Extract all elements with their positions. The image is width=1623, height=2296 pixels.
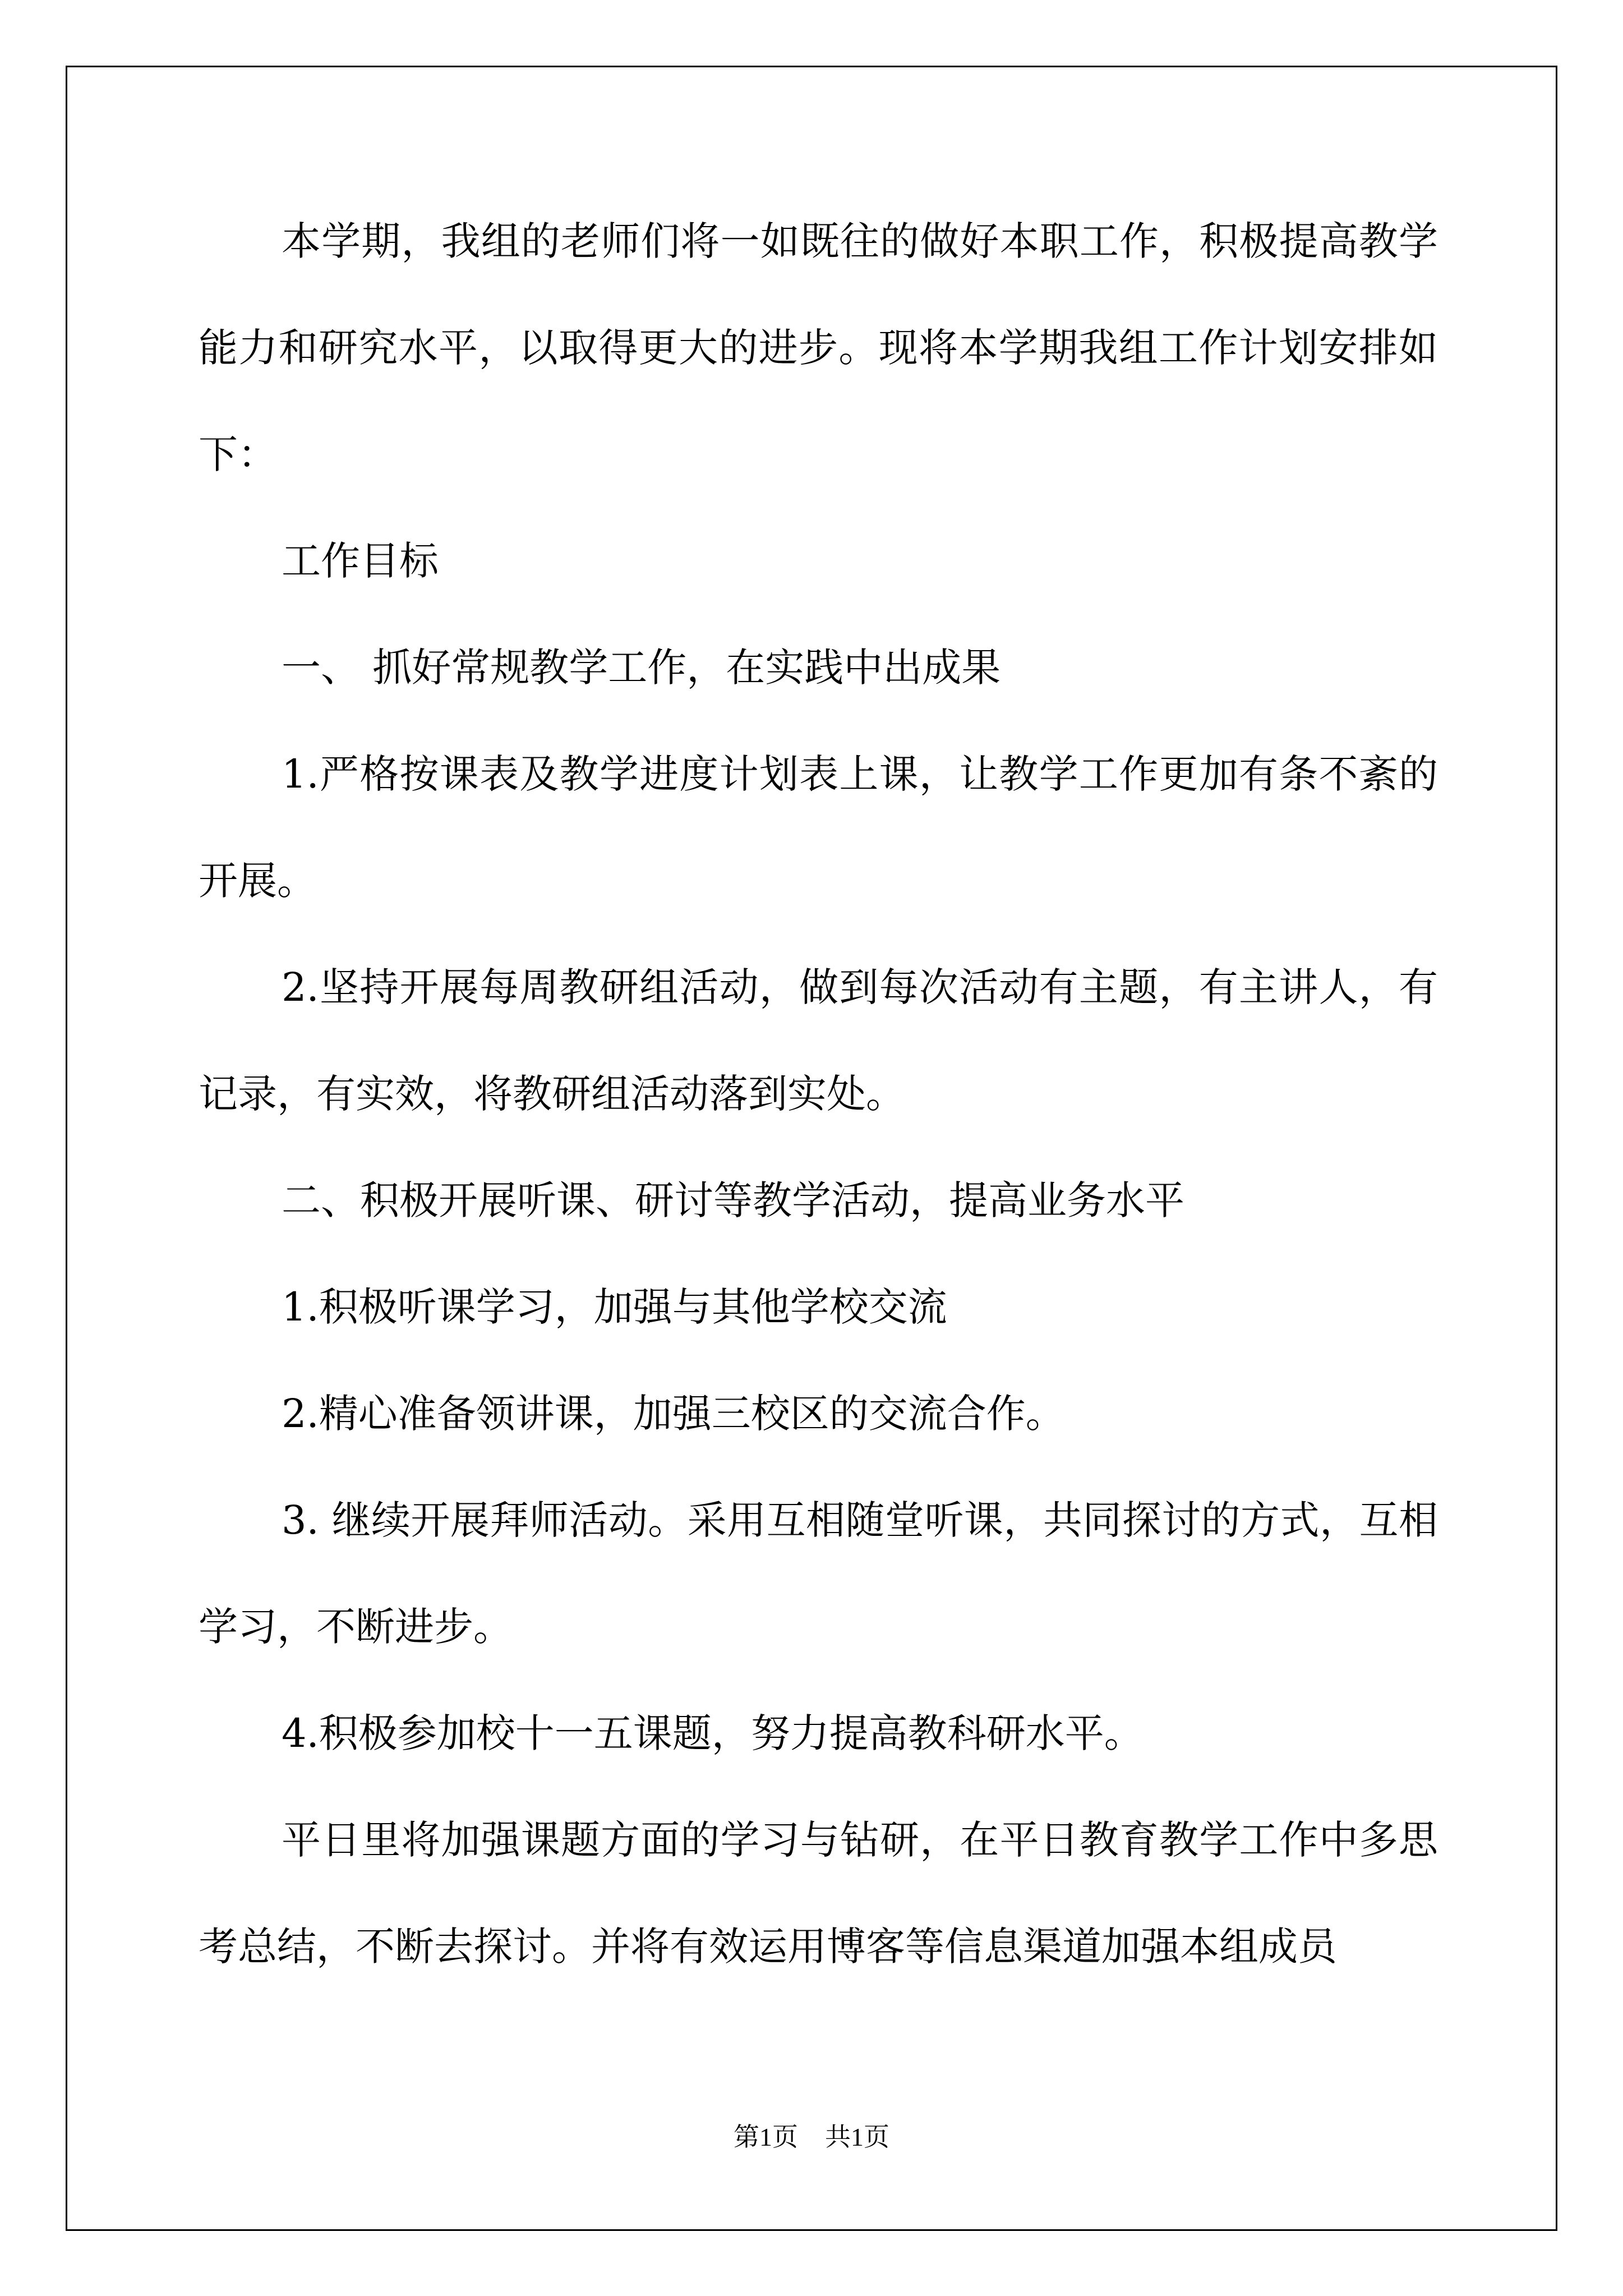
heading-section-two: 二、积极开展听课、研讨等教学活动，提高业务水平: [282, 1177, 1184, 1223]
paragraph-item-1-1: 1.严格按课表及教学进度计划表上课，让教学工作更加有条不紊的开展。: [199, 751, 1438, 904]
document-body: [199, 188, 1438, 2000]
paragraph-closing: 平日里将加强课题方面的学习与钻研，在平日教育教学工作中多思考总结，不断去探讨。并将有效运用博客等信息渠道加强本组成员: [199, 1817, 1438, 1970]
paragraph-item-2-1: 1.积极听课学习，加强与其他学校交流: [282, 1284, 947, 1330]
page-total: 共1页: [825, 2123, 889, 2151]
paragraph-item-2-4: 4.积极参加校十一五课题，努力提高教科研水平。: [282, 1710, 1144, 1756]
paragraph-item-2-2: 2.精心准备领讲课，加强三校区的交流合作。: [282, 1391, 1065, 1437]
heading-work-goals: 工作目标: [282, 538, 439, 584]
page-number: 第1页: [734, 2123, 798, 2151]
page-footer: [0, 2122, 1623, 2153]
paragraph-item-2-3: 3. 继续开展拜师活动。采用互相随堂听课，共同探讨的方式，互相学习，不断进步。: [199, 1497, 1438, 1650]
paragraph-item-1-2: 2.坚持开展每周教研组活动，做到每次活动有主题，有主讲人，有记录，有实效，将教研组活动落到实处。: [199, 964, 1438, 1117]
heading-section-one: 一、 抓好常规教学工作，在实践中出成果: [282, 645, 1001, 691]
paragraph-intro: 本学期，我组的老师们将一如既往的做好本职工作，积极提高教学能力和研究水平，以取得更大的进步。现将本学期我组工作计划安排如下：: [199, 218, 1438, 477]
